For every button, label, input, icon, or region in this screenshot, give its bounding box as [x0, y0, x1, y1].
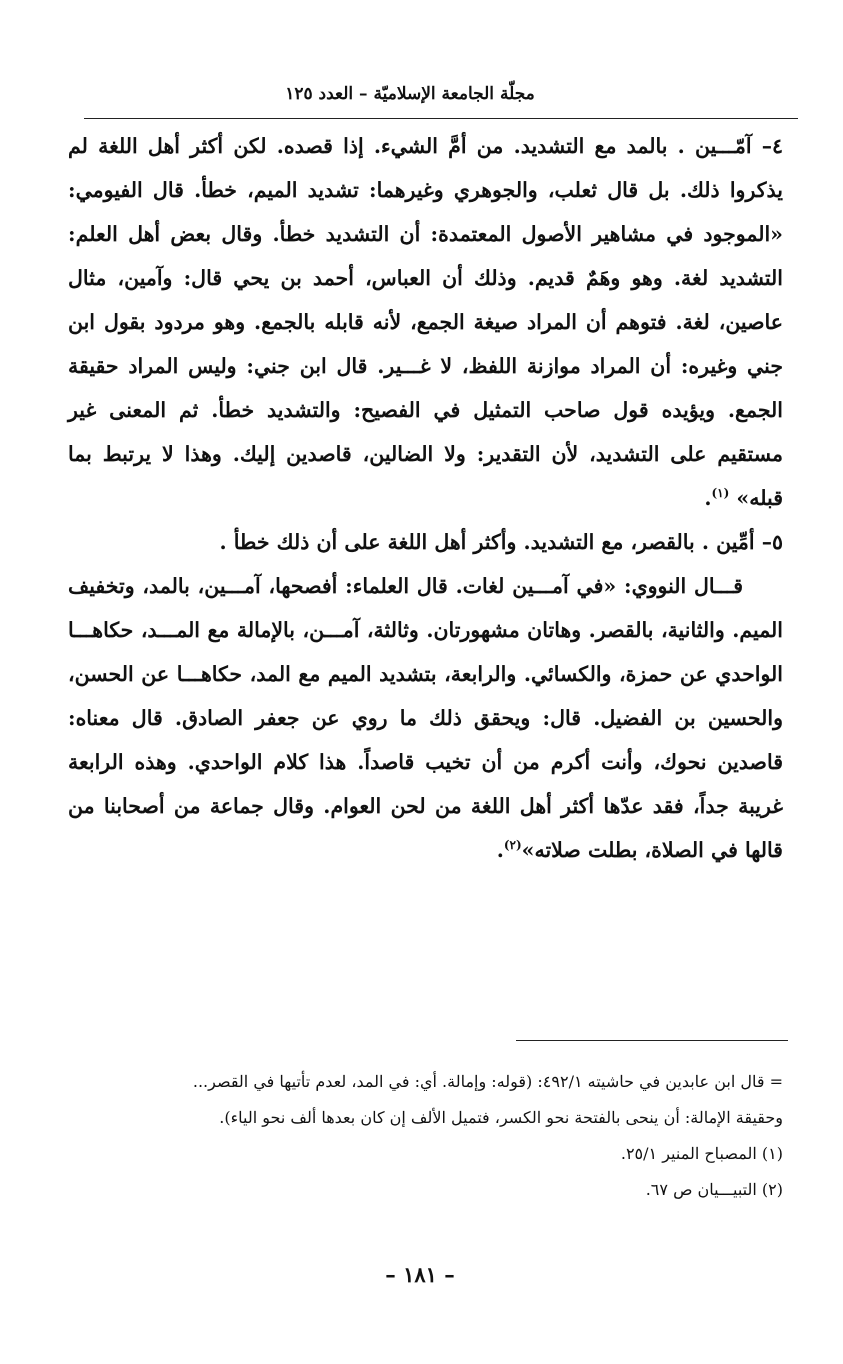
footnote-rule: [516, 1040, 788, 1041]
item-5-number: ٥–: [754, 530, 783, 554]
footnote-1: (١) المصباح المنير ٢٥/١.: [620, 1144, 783, 1163]
paragraph-nawawi-end: .: [496, 838, 504, 862]
body-text: [68, 124, 783, 872]
page-number: – ١٨١ –: [385, 1262, 455, 1287]
list-item-4: [68, 124, 783, 520]
item-4-number: ٤–: [751, 134, 783, 158]
footnote-ref-2[interactable]: (٢): [503, 838, 522, 853]
paragraph-nawawi-text: قـــال النووي: «في آمـــين لغات. قال العلماء: أفصحها، آمـــين، بالمد، وتخفيف الميم. والثانية، بالقصر. وهاتان مشهورتان. وثالثة، آمـــن، بالإمالة مع المـــد، حكاهـــا الواحدي عن حمزة، والكسائي. والرابعة، بتشديد الميم مع المد، حكاهـــا عن الحسن، والحسين بن الفضيل. قال: ويحقق ذلك ما روي عن جعفر الصادق. قال معناه: قاصدين نحوك، وأنت أكرم من أن تخيب قاصداً. هذا كلام الواحدي. وهذه الرابعة غريبة جداً، فقد عدّها أكثر أهل اللغة من لحن العوام. وقال جماعة من أصحابنا من قالها في الصلاة، بطلت صلاته»: [68, 574, 783, 862]
header-rule: [84, 118, 798, 119]
list-item-5: [68, 520, 783, 564]
footnote-continued-2: وحقيقة الإمالة: أن ينحى بالفتحة نحو الكسر، فتميل الألف إن كان بعدها ألف نحو الياء).: [219, 1108, 783, 1127]
footnotes: [68, 1064, 783, 1208]
item-5-text: أمِّين . بالقصر، مع التشديد. وأكثر أهل اللغة على أن ذلك خطأ .: [219, 530, 755, 554]
item-4-end: .: [704, 486, 712, 510]
footnote-2: (٢) التبيـــيان ص ٦٧.: [645, 1180, 783, 1199]
paragraph-nawawi: [68, 564, 783, 872]
footnote-ref-1[interactable]: (١): [711, 486, 730, 501]
running-header: مجلّة الجامعة الإسلاميّة – العدد ١٢٥: [285, 84, 535, 104]
footnote-continued-1: = قال ابن عابدين في حاشيته ٤٩٢/١: (قوله: وإمالة. أي: في المد، لعدم تأتيها في القصر...: [192, 1072, 783, 1091]
item-4-text: آمّـــين . بالمد مع التشديد. من أمَّ الشيء. إذا قصده. لكن أكثر أهل اللغة لم يذكروا ذلك. بل قال ثعلب، والجوهري وغيرهما: تشديد الميم، خطأ. قال الفيومي: «الموجود في مشاهير الأصول المعتمدة: أن التشديد خطأ. وقال بعض أهل العلم: التشديد لغة. وهو وهَمٌ قديم. وذلك أن العباس، أحمد بن يحي قال: وآمين، مثال عاصين، لغة. فتوهم أن المراد صيغة الجمع، لأنه قابله بالجمع. وهو مردود بقول ابن جني وغيره: أن المراد موازنة اللفظ، لا غـــير. قال ابن جني: وليس المراد حقيقة الجمع. ويؤيده قول صاحب التمثيل في الفصيح: والتشديد خطأ. ثم المعنى غير مستقيم على التشديد، لأن التقدير: ولا الضالين، قاصدين إليك. وهذا لا يرتبط بما قبله»: [68, 134, 783, 510]
